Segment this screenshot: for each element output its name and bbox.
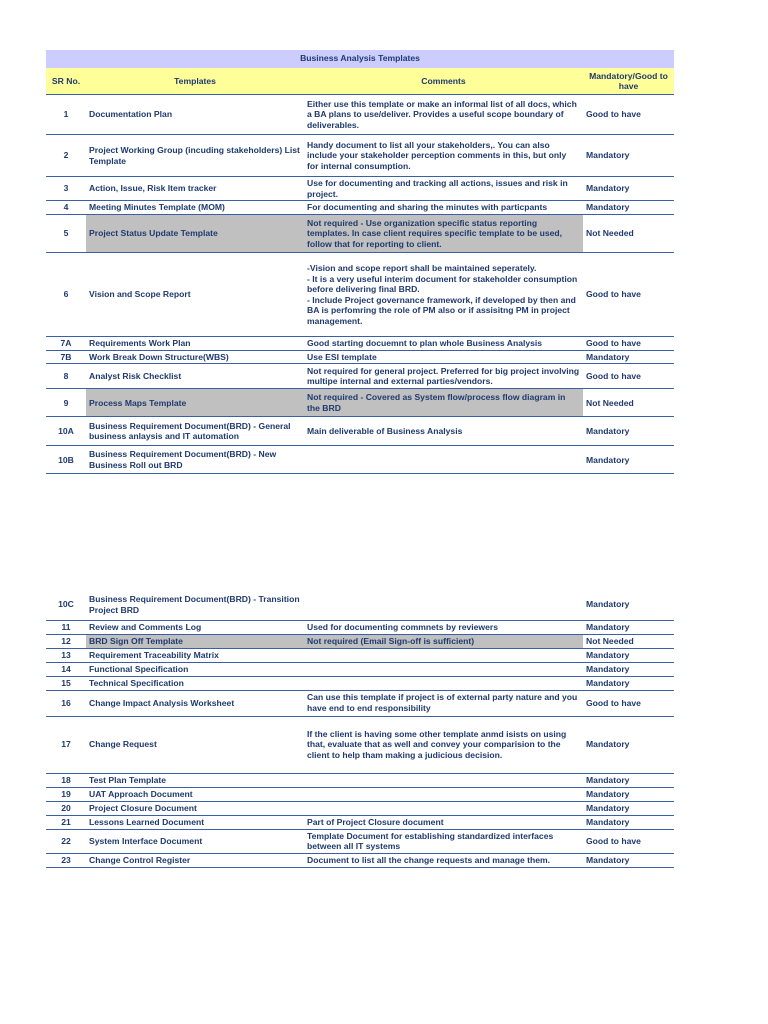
status-cell: Mandatory	[583, 716, 674, 773]
sr-no-cell: 14	[46, 662, 86, 676]
comment-cell: Not required - Covered as System flow/process flow diagram in the BRD	[304, 389, 583, 417]
table-row	[46, 253, 674, 337]
table-title: Business Analysis Templates	[46, 50, 674, 68]
status-cell: Mandatory	[583, 135, 674, 177]
status-cell: Good to have	[583, 364, 674, 389]
table-row	[46, 177, 674, 201]
status-cell: Mandatory	[583, 801, 674, 815]
status-cell: Not Needed	[583, 215, 674, 253]
template-name-cell: Requirement Traceability Matrix	[86, 648, 304, 662]
template-name-cell: Analyst Risk Checklist	[86, 364, 304, 389]
comment-cell: Use ESI template	[304, 350, 583, 364]
template-name-cell: BRD Sign Off Template	[86, 634, 304, 648]
sr-no-cell: 23	[46, 853, 86, 867]
templates-table-page-1	[46, 50, 674, 474]
comment-cell: For documenting and sharing the minutes with particpants	[304, 201, 583, 215]
template-name-cell: Technical Specification	[86, 676, 304, 690]
comment-cell: Used for documenting commnets by reviewers	[304, 620, 583, 634]
table-row	[46, 446, 674, 474]
comment-cell: Use for documenting and tracking all actions, issues and risk in project.	[304, 177, 583, 201]
status-cell: Good to have	[583, 253, 674, 337]
status-cell: Mandatory	[583, 787, 674, 801]
status-cell: Good to have	[583, 690, 674, 716]
sr-no-cell: 7B	[46, 350, 86, 364]
template-name-cell: Vision and Scope Report	[86, 253, 304, 337]
comment-cell	[304, 648, 583, 662]
table-row	[46, 662, 674, 676]
table-row	[46, 620, 674, 634]
sr-no-cell: 4	[46, 201, 86, 215]
comment-cell: Not required - Use organization specific status reporting templates. In case client requires specific template to be used, follow that for reporting to client.	[304, 215, 583, 253]
comment-cell	[304, 662, 583, 676]
table-row	[46, 634, 674, 648]
sr-no-cell: 12	[46, 634, 86, 648]
sr-no-cell: 7A	[46, 337, 86, 351]
comment-cell: Can use this template if project is of external party nature and you have end to end responsibility	[304, 690, 583, 716]
table-row	[46, 716, 674, 773]
sr-no-cell: 22	[46, 829, 86, 853]
sr-no-cell: 5	[46, 215, 86, 253]
template-name-cell: Documentation Plan	[86, 95, 304, 135]
sr-no-cell: 11	[46, 620, 86, 634]
sr-no-cell: 17	[46, 716, 86, 773]
table-row	[46, 337, 674, 351]
header-sr-no: SR No.	[46, 68, 86, 95]
template-name-cell: Requirements Work Plan	[86, 337, 304, 351]
table-row	[46, 787, 674, 801]
template-name-cell: Functional Specification	[86, 662, 304, 676]
template-name-cell: Business Requirement Document(BRD) - New Business Roll out BRD	[86, 446, 304, 474]
table-row	[46, 829, 674, 853]
sr-no-cell: 19	[46, 787, 86, 801]
status-cell: Mandatory	[583, 177, 674, 201]
template-name-cell: Project Status Update Template	[86, 215, 304, 253]
template-name-cell: Business Requirement Document(BRD) - General business anlaysis and IT automation	[86, 417, 304, 446]
status-cell: Good to have	[583, 829, 674, 853]
sr-no-cell: 16	[46, 690, 86, 716]
header-templates: Templates	[86, 68, 304, 95]
status-cell: Mandatory	[583, 417, 674, 446]
template-name-cell: Test Plan Template	[86, 773, 304, 787]
status-cell: Mandatory	[583, 815, 674, 829]
template-name-cell: Meeting Minutes Template (MOM)	[86, 201, 304, 215]
template-name-cell: UAT Approach Document	[86, 787, 304, 801]
status-cell: Mandatory	[583, 773, 674, 787]
comment-cell: Main deliverable of Business Analysis	[304, 417, 583, 446]
sr-no-cell: 15	[46, 676, 86, 690]
comment-cell: If the client is having some other template anmd isists on using that, evaluate that as well and convey your comparision to the client to help tham making a judicious decision.	[304, 716, 583, 773]
sr-no-cell: 10B	[46, 446, 86, 474]
table-row	[46, 815, 674, 829]
template-name-cell: Change Control Register	[86, 853, 304, 867]
status-cell: Good to have	[583, 95, 674, 135]
comment-cell	[304, 801, 583, 815]
table-row	[46, 853, 674, 867]
table-row	[46, 590, 674, 620]
header-mandatory: Mandatory/Good to have	[583, 68, 674, 95]
comment-cell: Either use this template or make an informal list of all docs, which a BA plans to use/deliver. Provides a useful scope boundary of deliverables.	[304, 95, 583, 135]
status-cell: Good to have	[583, 337, 674, 351]
template-name-cell: Project Working Group (incuding stakeholders) List Template	[86, 135, 304, 177]
comment-cell	[304, 676, 583, 690]
status-cell: Not Needed	[583, 389, 674, 417]
comment-cell	[304, 787, 583, 801]
sr-no-cell: 10A	[46, 417, 86, 446]
status-cell: Not Needed	[583, 634, 674, 648]
template-name-cell: Review and Comments Log	[86, 620, 304, 634]
sr-no-cell: 6	[46, 253, 86, 337]
comment-cell: Document to list all the change requests and manage them.	[304, 853, 583, 867]
comment-cell	[304, 773, 583, 787]
table-row	[46, 350, 674, 364]
templates-table-page-2	[46, 590, 674, 868]
status-cell: Mandatory	[583, 662, 674, 676]
template-name-cell: Action, Issue, Risk Item tracker	[86, 177, 304, 201]
comment-cell: Good starting docuemnt to plan whole Business Analysis	[304, 337, 583, 351]
sr-no-cell: 2	[46, 135, 86, 177]
table-row	[46, 417, 674, 446]
sr-no-cell: 8	[46, 364, 86, 389]
status-cell: Mandatory	[583, 446, 674, 474]
sr-no-cell: 9	[46, 389, 86, 417]
status-cell: Mandatory	[583, 676, 674, 690]
status-cell: Mandatory	[583, 853, 674, 867]
table-row	[46, 95, 674, 135]
comment-cell: Handy document to list all your stakeholders,. You can also include your stakeholder perception comments in this, but only for internal consumption.	[304, 135, 583, 177]
table-row	[46, 364, 674, 389]
template-name-cell: Project Closure Document	[86, 801, 304, 815]
template-name-cell: Change Request	[86, 716, 304, 773]
comment-cell: Not required (Email Sign-off is sufficient)	[304, 634, 583, 648]
sr-no-cell: 13	[46, 648, 86, 662]
comment-cell	[304, 590, 583, 620]
comment-cell: Not required for general project. Preferred for big project involving multipe internal and external parties/vendors.	[304, 364, 583, 389]
table-row	[46, 773, 674, 787]
header-comments: Comments	[304, 68, 583, 95]
status-cell: Mandatory	[583, 590, 674, 620]
table-row	[46, 676, 674, 690]
table-row	[46, 801, 674, 815]
table-row	[46, 648, 674, 662]
table-row	[46, 201, 674, 215]
sr-no-cell: 20	[46, 801, 86, 815]
status-cell: Mandatory	[583, 648, 674, 662]
table-row	[46, 389, 674, 417]
sr-no-cell: 3	[46, 177, 86, 201]
template-name-cell: Process Maps Template	[86, 389, 304, 417]
table-title-row	[46, 50, 674, 68]
status-cell: Mandatory	[583, 201, 674, 215]
template-name-cell: Work Break Down Structure(WBS)	[86, 350, 304, 364]
sr-no-cell: 21	[46, 815, 86, 829]
status-cell: Mandatory	[583, 620, 674, 634]
table-row	[46, 215, 674, 253]
sr-no-cell: 10C	[46, 590, 86, 620]
status-cell: Mandatory	[583, 350, 674, 364]
table-row	[46, 135, 674, 177]
template-name-cell: System Interface Document	[86, 829, 304, 853]
comment-cell: Template Document for establishing standardized interfaces between all IT systems	[304, 829, 583, 853]
comment-cell: -Vision and scope report shall be maintained seperately. - It is a very useful interim document for stakeholder consumption before delivering final BRD. - Include Project governance framework, if developed by then and BA is perfomring the role of PM also or if assisitng PM in project management.	[304, 253, 583, 337]
sr-no-cell: 18	[46, 773, 86, 787]
header-row	[46, 68, 674, 95]
table-row	[46, 690, 674, 716]
template-name-cell: Change Impact Analysis Worksheet	[86, 690, 304, 716]
comment-cell: Part of Project Closure document	[304, 815, 583, 829]
sr-no-cell: 1	[46, 95, 86, 135]
template-name-cell: Business Requirement Document(BRD) - Transition Project BRD	[86, 590, 304, 620]
comment-cell	[304, 446, 583, 474]
template-name-cell: Lessons Learned Document	[86, 815, 304, 829]
